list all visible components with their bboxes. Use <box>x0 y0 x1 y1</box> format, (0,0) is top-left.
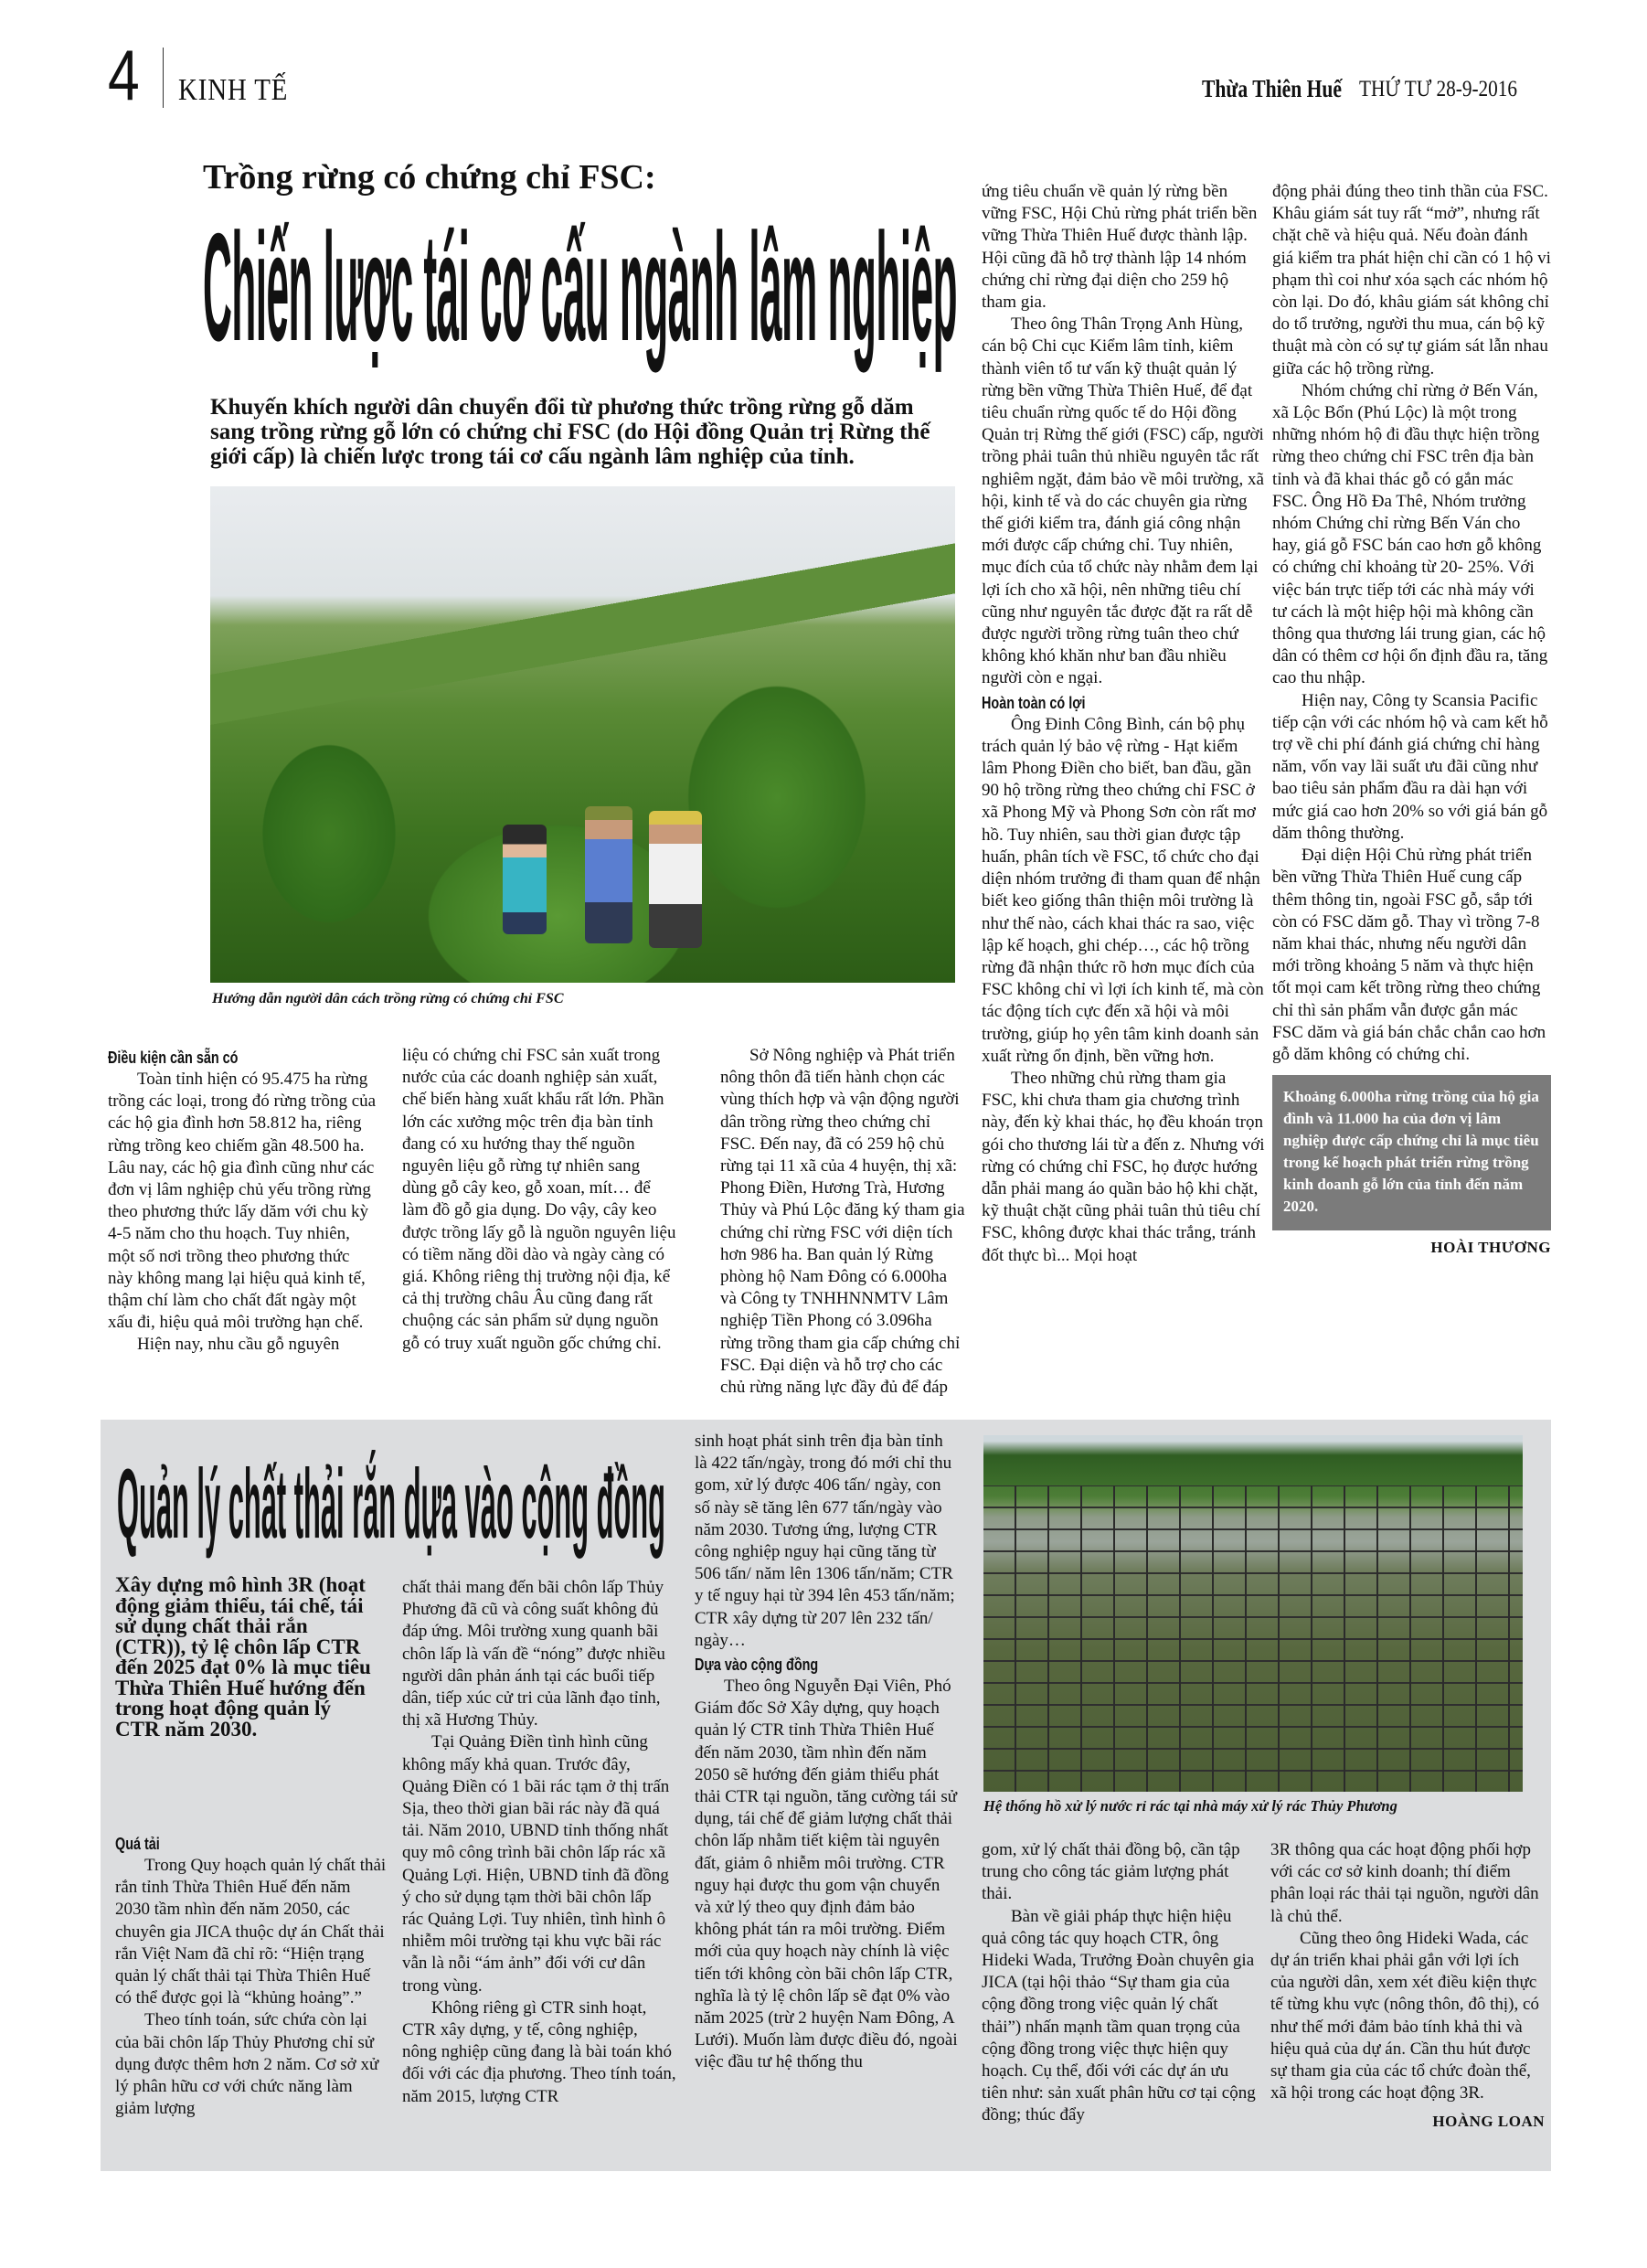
paragraph: Tại Quảng Điền tình hình cũng không mấy khả quan. Trước đây, Quảng Điền có 1 bãi rác tạm ở thị trấn Sịa, theo thời gian bãi rác này đã quá tải. Năm 2010, UBND tỉnh thống nhất quy mô công trình bãi chôn lấp rác xã Quảng Lợi. Hiện, UBND tỉnh đã đồng ý cho sử dụng tạm thời bãi chôn lấp rác Quảng Lợi. Tuy nhiên, tình hình ô nhiễm môi trường tại khu vực bãi rác vẫn là nỗi “ám ảnh” đối với cư dân trong vùng. <box>402 1732 670 1996</box>
article1-byline: HOÀI THƯƠNG <box>1430 1239 1551 1257</box>
paragraph: Toàn tỉnh hiện có 95.475 ha rừng trồng các loại, trong đó rừng trồng của các hộ gia đình hơn 58.812 ha, riêng rừng trồng keo chiếm gần 48.500 ha. Lâu nay, các hộ gia đình cũng như các đơn vị lâm nghiệp chủ yếu trồng rừng theo phương thức lấy dăm với chu kỳ 4-5 năm cho thu hoạch. Tuy nhiên, một số nơi trồng theo phương thức này không mang lại hiệu quả kinh tế, thậm chí làm cho chất đất ngày một xấu đi, hiệu quả môi trường hạn chế. <box>108 1070 377 1333</box>
article2-column <box>982 1839 1256 2127</box>
paragraph: Theo ông Thân Trọng Anh Hùng, cán bộ Chi cục Kiểm lâm tỉnh, kiêm thành viên tổ tư vấn kỹ thuật quản lý rừng bền vững Thừa Thiên Huế, để đạt tiêu chuẩn rừng quốc tế do Hội đồng Quản trị Rừng thế giới (FSC) cấp, người trồng phải tuân thủ nhiều nguyên tắc rất nghiêm ngặt, đảm bảo về môi trường, xã hội, kinh tế và do các chuyên gia rừng thế giới kiểm tra, đánh giá công nhận mới được cấp chứng chỉ. Tuy nhiên, mục đích của tổ chức này nhằm đem lại lợi ích cho xã hội, nên những tiêu chí cũng như nguyên tắc được đặt ra rất dễ được người trồng rừng tuân theo chứ không khó khăn như ban đầu nhiều người còn e ngại. <box>982 314 1264 688</box>
article2-byline: HOÀNG LOAN <box>1432 2113 1545 2131</box>
article2-lede: Xây dựng mô hình 3R (hoạt động giảm thiểu, tái chế, tái sử dụng chất thải rắn (CTR)), tỷ lệ chôn lấp CTR đến 2025 đạt 0% là mục tiêu Thừa Thiên Huế hướng đến trong hoạt động quản lý CTR năm 2030. <box>115 1573 371 1741</box>
newspaper-name: Thừa Thiên Huế <box>1202 75 1343 102</box>
paragraph: Bàn về giải pháp thực hiện hiệu quả công tác quy hoạch CTR, ông Hideki Wada, Trưởng Đoàn chuyên gia JICA (tại hội thảo “Sự tham gia của cộng đồng trong việc quản lý chất thải”) nhấn mạnh tầm quan trọng của cộng đồng trong việc thực hiện quy hoạch. Cụ thể, đối với các dự án ưu tiên như: sản xuất phân hữu cơ tại cộng đồng; thúc đẩy <box>982 1906 1256 2125</box>
paragraph: động phải đúng theo tinh thần của FSC. Khâu giám sát tuy rất “mở”, nhưng rất chặt chẽ và hiệu quả. Nếu đoàn đánh giá kiểm tra phát hiện chỉ cần có 1 hộ vi phạm thì coi như xóa sạch các nhóm hộ còn lại. Do đó, khâu giám sát không chỉ do tổ trưởng, người thu mua, cán bộ kỹ thuật mà còn có sự tự giám sát lẫn nhau giữa các hộ trồng rừng. <box>1272 182 1551 378</box>
paragraph: Đại diện Hội Chủ rừng phát triển bền vững Thừa Thiên Huế cung cấp thêm thông tin, ngoài FSC gỗ, sắp tới còn có FSC dăm gỗ. Thay vì trồng 7-8 năm khai thác, nhưng nếu người dân mới trồng khoảng 5 năm và thực hiện tốt mọi cam kết trồng rừng theo chứng chỉ thì sản phẩm vẫn được gắn mác FSC dăm và giá bán chắc chắn cao hơn gỗ dăm không có chứng chỉ. <box>1272 846 1546 1064</box>
article2-photo-caption: Hệ thống hồ xử lý nước rỉ rác tại nhà máy xử lý rác Thủy Phương <box>983 1797 1397 1815</box>
paragraph: Hiện nay, Công ty Scansia Pacific tiếp cận với các nhóm hộ và cam kết hỗ trợ về chi phí đánh giá chứng chỉ hàng năm, vốn vay lãi suất ưu đãi cũng như bao tiêu sản phẩm đầu ra dài hạn với mức giá cao hơn 20% so với giá bán gỗ dăm thông thường. <box>1272 690 1548 843</box>
page-number: 4 <box>108 35 140 115</box>
person-figure <box>585 806 632 943</box>
article1-headline-box <box>203 201 957 373</box>
subheading: Điều kiện cần sẵn có <box>108 1049 239 1067</box>
article2-column <box>1270 1839 1545 2104</box>
paragraph: liệu có chứng chỉ FSC sản xuất trong nước của các doanh nghiệp sản xuất, chế biến hàng xuất khẩu rất lớn. Phần lớn các xưởng mộc trên địa bàn tỉnh đang có xu hướng thay thế nguồn nguyên liệu gỗ rừng tự nhiên sang dùng gỗ cây keo, gỗ xoan, mít… để làm đồ gỗ gia dụng. Do vậy, cây keo được trồng lấy gỗ là nguồn nguyên liệu có tiềm năng dồi dào và ngày càng có giá. Không riêng thị trường nội địa, kể cả thị trường châu Âu cũng đang rất chuộng các sản phẩm sử dụng nguồn gỗ có truy xuất nguồn gốc chứng chỉ. <box>402 1046 676 1353</box>
paragraph: Nhóm chứng chỉ rừng ở Bến Ván, xã Lộc Bổn (Phú Lộc) là một trong những nhóm hộ đi đầu thực hiện trồng rừng theo chứng chỉ FSC trên địa bàn tỉnh và đã khai thác gỗ có gắn mác FSC. Ông Hồ Đa Thê, Nhóm trưởng nhóm Chứng chỉ rừng Bến Ván cho hay, giá gỗ FSC bán cao hơn gỗ không có chứng chỉ khoảng từ 20- 25%. Với việc bán trực tiếp tới các nhà máy với tư cách là một hiệp hội mà không cần thông qua thương lái trung gian, các hộ dân có thêm cơ hội ổn định đầu ra, tăng cao thu nhập. <box>1272 380 1548 688</box>
paragraph: Theo những chủ rừng tham gia FSC, khi chưa tham gia chương trình này, đến kỳ khai thác, họ đều khoán trọn gói cho thương lái từ a đến z. Nhưng với rừng có chứng chỉ FSC, họ được hướng dẫn phải mang áo quần bảo hộ khi chặt, kỹ thuật chặt cũng phải tuân thủ tiêu chí FSC, không được khai thác trắng, tránh đốt thực bì... Mọi hoạt <box>982 1068 1265 1265</box>
issue-date: THỨ TƯ 28-9-2016 <box>1359 77 1518 101</box>
article2-headline-box <box>117 1448 665 1560</box>
article1-column <box>1272 181 1551 1066</box>
paragraph: Trong Quy hoạch quản lý chất thải rắn tỉnh Thừa Thiên Huế đến năm 2030 tầm nhìn đến năm 2050, các chuyên gia JICA thuộc dự án Chất thải rắn Việt Nam đã chỉ rõ: “Hiện trạng quản lý chất thải tại Thừa Thiên Huế có thể được gọi là “khủng hoảng”.” <box>115 1856 387 2008</box>
subheading: Quá tải <box>115 1835 160 1853</box>
article2-column <box>115 1831 389 2120</box>
paragraph: Không riêng gì CTR sinh hoạt, CTR xây dựng, y tế, công nghiệp, nông nghiệp cũng đang là bài toán khó đối với các địa phương. Theo tính toán, năm 2015, lượng CTR <box>402 1997 676 2106</box>
article1-photo-caption: Hướng dẫn người dân cách trồng rừng có chứng chỉ FSC <box>212 991 564 1006</box>
article2-photo <box>983 1435 1523 1792</box>
paragraph: Ông Đinh Công Bình, cán bộ phụ trách quản lý bảo vệ rừng - Hạt kiểm lâm Phong Điền cho biết, ban đầu, gần 90 hộ trồng rừng theo chứng chỉ FSC ở xã Phong Mỹ và Phong Sơn còn rất mơ hồ. Tuy nhiên, sau thời gian được tập huấn, phân tích về FSC, tổ chức cho đại diện nhóm trưởng đi tham quan để nhận biết keo giống thân thiện môi trường là như thế nào, cách khai thác ra sao, việc lập kế hoạch, ghi chép…, các hộ trồng rừng đã nhận thức rõ hơn mục đích của FSC không chỉ vì lợi ích kinh tế, mà còn tác động tích cực đến xã hội và môi trường, giúp họ yên tâm kinh doanh sản xuất rừng ổn định, bền vững hơn. <box>982 714 1264 1066</box>
article1-photo <box>210 486 955 983</box>
paragraph: 3R thông qua các hoạt động phối hợp với các cơ sở kinh doanh; thí điểm phân loại rác thải tại nguồn, người dân là chủ thể. <box>1270 1840 1539 1926</box>
article1-right-column-flow <box>1272 181 1551 1258</box>
tree-line <box>983 1435 1523 1485</box>
article1-headline: Chiến lược tái cơ cấu ngành lâm nghiệp <box>203 201 957 373</box>
paragraph: Cũng theo ông Hideki Wada, các dự án triển khai phải gắn với lợi ích của người dân, xem xét điều kiện thực tế từng khu vực (nông thôn, đô thị), có như thế mới đảm bảo tính khả thi và hiệu quả của dự án. Cần thu hút được sự tham gia của các tổ chức đoàn thể, xã hội trong các hoạt động 3R. <box>1270 1928 1539 2103</box>
paragraph: chất thải mang đến bãi chôn lấp Thủy Phương đã cũ và công suất không đủ đáp ứng. Môi trường xung quanh bãi chôn lấp là vấn đề “nóng” được nhiều người dân phản ánh tại các buổi tiếp dân, tiếp xúc cử tri của lãnh đạo tỉnh, thị xã Hương Thủy. <box>402 1578 665 1730</box>
paragraph: Theo ông Nguyễn Đại Viên, Phó Giám đốc Sở Xây dựng, quy hoạch quản lý CTR tỉnh Thừa Thiên Huế đến năm 2030, tầm nhìn đến năm 2050 sẽ hướng đến giảm thiểu phát thải CTR tại nguồn, tăng cường tái sử dụng, tái chế để giảm lượng chất thải chôn lấp nhằm tiết kiệm tài nguyên đất, giảm ô nhiễm môi trường. CTR nguy hại được thu gom vận chuyển và xử lý theo quy định đảm bảo không phát tán ra môi trường. Điểm mới của quy hoạch này chính là việc tiến tới không còn bãi chôn lấp CTR, nghĩa là tỷ lệ chôn lấp sẽ đạt 0% vào năm 2025 (trừ 2 huyện Nam Đông, A Lưới). Muốn làm được điều đó, ngoài việc đầu tư hệ thống thu <box>695 1677 958 2072</box>
paragraph: Sở Nông nghiệp và Phát triển nông thôn đã tiến hành chọn các vùng thích hợp và vận động người dân trồng rừng theo chứng chỉ FSC. Đến nay, đã có 259 hộ chủ rừng tại 11 xã của 4 huyện, thị xã: Phong Điền, Hương Trà, Hương Thủy và Phú Lộc đăng ký tham gia chứng chỉ rừng FSC với diện tích hơn 986 ha. Ban quản lý Rừng phòng hộ Nam Đông có 6.000ha và Công ty TNHHNNMTV Lâm nghiệp Tiền Phong có 3.096ha rừng trồng tham gia cấp chứng chỉ FSC. Đại diện và hỗ trợ cho các chủ rừng năng lực đầy đủ để đáp <box>720 1046 965 1398</box>
article2-column <box>695 1431 960 2074</box>
section-title: KINH TẾ <box>178 73 289 107</box>
article2-headline: Quản lý chất thải rắn dựa vào cộng đồng <box>117 1448 665 1559</box>
article1-kicker: Trồng rừng có chứng chỉ FSC: <box>203 158 656 197</box>
article1-column <box>720 1045 965 1399</box>
subheading: Dựa vào cộng đồng <box>695 1656 819 1675</box>
article1-column <box>982 181 1265 1267</box>
paragraph: sinh hoạt phát sinh trên địa bàn tỉnh là 422 tấn/ngày, trong đó mới chỉ thu gom, xử lý được 406 tấn/ ngày, con số này sẽ tăng lên 677 tấn/ngày vào năm 2030. Tương ứng, lượng CTR công nghiệp nguy hại cũng tăng từ 506 tấn/ năm lên 1306 tấn/năm; CTR y tế nguy hại từ 394 lên 453 tấn/năm; CTR xây dựng từ 207 lên 232 tấn/ ngày… <box>695 1432 955 1650</box>
person-figure <box>649 811 702 948</box>
paragraph: ứng tiêu chuẩn về quản lý rừng bền vững FSC, Hội Chủ rừng phát triển bền vững Thừa Thiên Huế được thành lập. Hội cũng đã hỗ trợ thành lập 14 nhóm chứng chỉ rừng đại diện cho 259 hộ tham gia. <box>982 182 1258 313</box>
article1-column <box>402 1045 676 1355</box>
article2-right-column-flow <box>1270 1839 1545 2132</box>
article2-column <box>402 1577 676 2108</box>
header-divider <box>163 48 164 108</box>
article1-lede: Khuyến khích người dân chuyển đổi từ phương thức trồng rừng gỗ dăm sang trồng rừng gỗ lớn có chứng chỉ FSC (do Hội đồng Quản trị Rừng thế giới cấp) là chiến lược trong tái cơ cấu ngành lâm nghiệp của tỉnh. <box>210 395 930 469</box>
article1-column <box>108 1045 377 1357</box>
person-figure <box>503 825 547 934</box>
paragraph: gom, xử lý chất thải đồng bộ, cần tập trung cho công tác giảm lượng phát thải. <box>982 1840 1240 1904</box>
paragraph: Hiện nay, nhu cầu gỗ nguyên <box>137 1335 340 1355</box>
subheading: Hoàn toàn có lợi <box>982 693 1086 712</box>
article1-fact-box: Khoảng 6.000ha rừng trồng của hộ gia đình và 11.000 ha của đơn vị lâm nghiệp được cấp chứng chỉ là mục tiêu trong kế hoạch phát triển rừng trồng kinh doanh gỗ lớn của tỉnh đến năm 2020. <box>1272 1075 1551 1230</box>
paragraph: Theo tính toán, sức chứa còn lại của bãi chôn lấp Thủy Phương chỉ sử dụng được thêm hơn 2 năm. Cơ sở xử lý phân hữu cơ với chức năng làm giảm lượng <box>115 2010 379 2119</box>
